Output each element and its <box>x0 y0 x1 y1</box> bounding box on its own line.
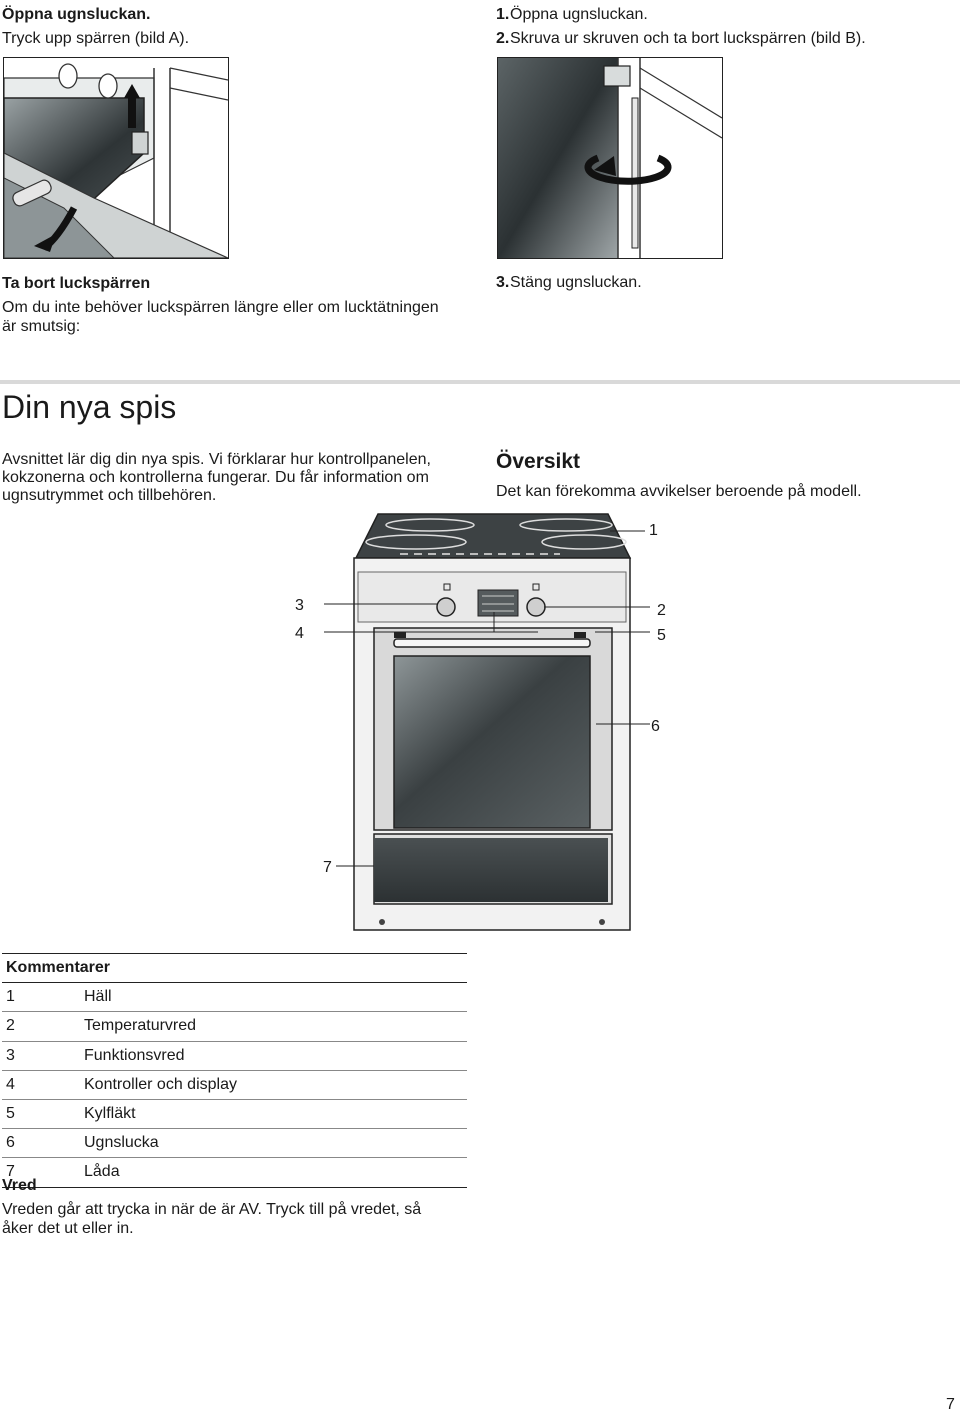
step-1 <box>496 5 648 24</box>
open-door-text: Tryck upp spärren (bild A). <box>2 30 190 47</box>
row-label: Funktionsvred <box>80 1041 467 1070</box>
intro-line2: kokzonerna och kontrollerna fungerar. Du får information om <box>2 469 429 486</box>
callout-2: 2 <box>657 602 666 619</box>
overview-heading: Översikt <box>496 450 581 473</box>
row-label: Kontroller och display <box>80 1070 467 1099</box>
step-2 <box>496 29 866 48</box>
page-number: 7 <box>946 1396 955 1413</box>
section-divider <box>0 380 960 384</box>
row-number: 5 <box>2 1099 80 1128</box>
table-row <box>2 1070 467 1099</box>
row-label: Låda <box>80 1158 467 1187</box>
callout-6: 6 <box>651 718 660 735</box>
overview-text: Det kan förekomma avvikelser beroende på modell. <box>496 483 862 500</box>
comments-header: Kommentarer <box>2 954 467 983</box>
remove-latch-heading: Ta bort luckspärren <box>2 275 151 292</box>
callout-7: 7 <box>323 859 332 876</box>
row-label: Ugnslucka <box>80 1129 467 1158</box>
row-number: 2 <box>2 1012 80 1041</box>
row-number: 3 <box>2 1041 80 1070</box>
row-number: 6 <box>2 1129 80 1158</box>
figure-b-illustration <box>497 57 723 259</box>
row-label: Temperaturvred <box>80 1012 467 1041</box>
remove-latch-text-line1: Om du inte behöver luckspärren längre eller om lucktätningen <box>2 299 439 316</box>
stove-illustration <box>290 510 680 935</box>
knobs-text-line2: åker det ut eller in. <box>2 1220 134 1237</box>
remove-latch-text-line2: är smutsig: <box>2 318 81 335</box>
callout-4: 4 <box>295 625 304 642</box>
table-row <box>2 1041 467 1070</box>
comments-table <box>2 953 467 1188</box>
open-door-heading: Öppna ugnsluckan. <box>2 6 151 23</box>
step-2-number: 2. <box>496 30 510 47</box>
row-number: 4 <box>2 1070 80 1099</box>
step-1-number: 1. <box>496 6 510 23</box>
row-label: Häll <box>80 983 467 1012</box>
step-3-text: Stäng ugnsluckan. <box>510 274 642 291</box>
intro-line1: Avsnittet lär dig din nya spis. Vi förklarar hur kontrollpanelen, <box>2 451 431 468</box>
knobs-heading: Vred <box>2 1177 37 1194</box>
row-number: 1 <box>2 983 80 1012</box>
step-3-number: 3. <box>496 274 510 291</box>
row-label: Kylfläkt <box>80 1099 467 1128</box>
row-number: 7 <box>2 1158 80 1187</box>
comments-header-row <box>2 954 467 983</box>
step-1-text: Öppna ugnsluckan. <box>510 6 648 23</box>
table-row <box>2 1158 467 1187</box>
callout-1: 1 <box>649 522 658 539</box>
callout-3: 3 <box>295 597 304 614</box>
knobs-text-line1: Vreden går att trycka in när de är AV. Tryck till på vredet, så <box>2 1201 422 1218</box>
step-3 <box>496 273 642 292</box>
table-row <box>2 983 467 1012</box>
callout-5: 5 <box>657 627 666 644</box>
table-row <box>2 1012 467 1041</box>
intro-line3: ugnsutrymmet och tillbehören. <box>2 487 217 504</box>
figure-a-illustration <box>3 57 229 259</box>
step-2-text: Skruva ur skruven och ta bort luckspärren (bild B). <box>510 30 866 47</box>
table-row <box>2 1129 467 1158</box>
section-title: Din nya spis <box>2 389 177 425</box>
table-row <box>2 1099 467 1128</box>
